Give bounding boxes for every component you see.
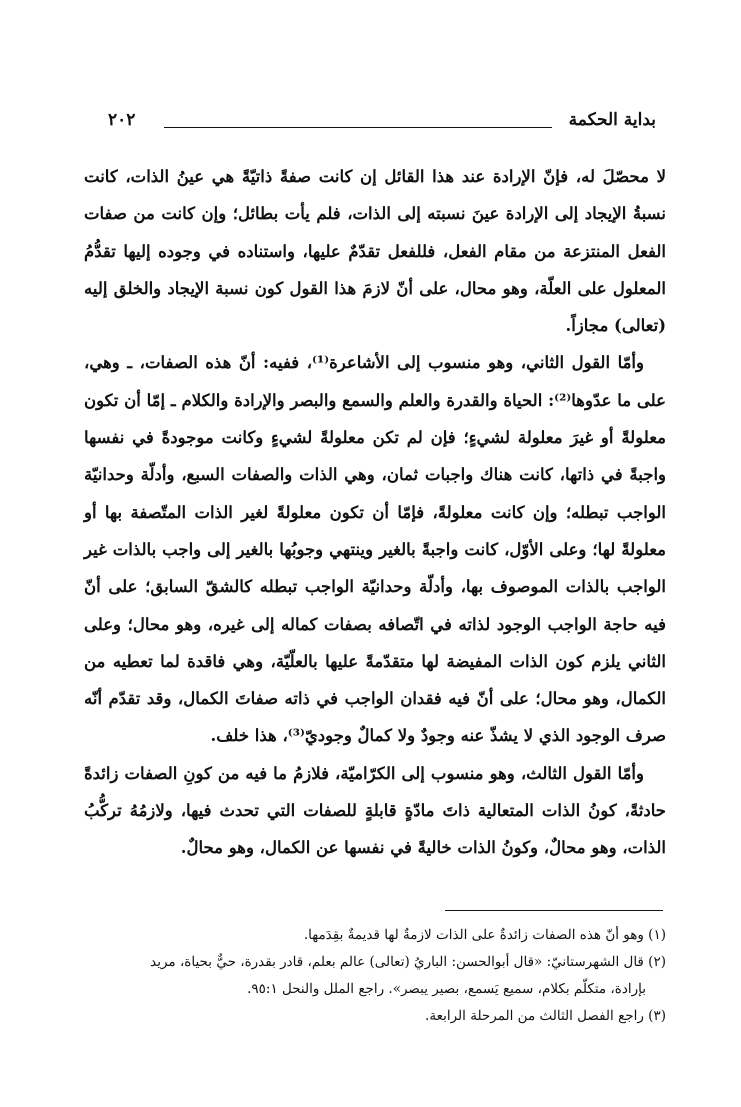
- footnote-separator: [445, 910, 663, 911]
- body-paragraph-1: لا محصّلَ له، فإنّ الإرادة عند هذا القائل إن كانت صفةً ذاتيّةً هي عينُ الذات، كانت نسبةُ الإيجاد إلى الإرادة عينَ نسبته إلى الذات، فلم يأت بطائل؛ وإن كانت من صفات الفعل المنتزعة من مقام الفعل، فللفعل تقدّمٌ عليها، واستناده في وجوده إليها تقدُّمُ المعلول على العلّة، وهو محال، على أنّ لازمَ هذا القول كون نسبة الإيجاد والخلق إليه (تعالى) مجازاً.: [84, 167, 666, 336]
- body-text: [84, 158, 666, 867]
- running-header: [108, 108, 656, 134]
- footnote-2: (٢) قال الشهرستانيّ: «قال أبوالحسن: الباريُ (تعالى) عالم بعلم، قادر بقدرة، حيٌّ بحياة، مريد: [150, 954, 666, 970]
- running-title: بداية الحكمة: [568, 110, 656, 130]
- footnotes: [84, 922, 666, 1030]
- body-paragraph-3: وأمّا القول الثالث، وهو منسوب إلى الكرّاميّة، فلازمُ ما فيه من كونِ الصفات زائدةً حادثةً، كونُ الذات المتعالية ذاتَ مادّةٍ قابلةٍ للصفات التي تحدث فيها، ولازمُهُ تركُّبُ الذات، وهو محالٌ، وكونُ الذات خاليةً في نفسها عن الكمال، وهو محالٌ.: [84, 763, 666, 858]
- footnote-2-continued: بإرادة، متكلّم بكلام، سميع يَسمع، بصير يبصر». راجع الملل والنحل ٩٥:١.: [247, 981, 646, 997]
- footnote-3: (٣) راجع الفصل الثالث من المرحلة الرابعة.: [425, 1008, 666, 1024]
- body-paragraph-2: وأمّا القول الثاني، وهو منسوب إلى الأشاعرة⁽¹⁾، ففيه: أنّ هذه الصفات، ـ وهي، على ما عدّوها⁽²⁾: الحياة والقدرة والعلم والسمع والبصر والإرادة والكلام ـ إمّا أن تكون معلولةً أو غيرَ معلولة لشيءٍ؛ فإن لم تكن معلولةً لشيءٍ وكانت موجودةً في نفسها واجبةً في ذاتها، كانت هناك واجبات ثمان، وهي الذات والصفات السبع، وأدلّة وحدانيّة الواجب تبطله؛ وإن كانت معلولةً، فإمّا أن تكون معلولةً لغير الذات المتّصفة بها أو معلولةً لها؛ وعلى الأوّل، كانت واجبةً بالغير وينتهي وجوبُها بالغير إلى واجب بالذات غير الواجب بالذات الموصوف بها، وأدلّة وحدانيّة الواجب تبطله كالشقّ السابق؛ على أنّ فيه حاجة الواجب الوجود لذاته في اتّصافه بصفات كماله إلى غيره، وهو محال؛ وعلى الثاني يلزم كون الذات المفيضة لها متقدّمةً عليها بالعلّيّة، وهي فاقدة لما تعطيه من الكمال، وهو محال؛ على أنّ فيه فقدان الواجب في ذاته صفاتَ الكمال، وقد تقدّم أنّه صرف الوجود الذي لا يشذّ عنه وجودٌ ولا كمالٌ وجوديّ⁽³⁾، هذا خلف.: [84, 353, 666, 746]
- page-number: ٢٠٢: [108, 110, 136, 130]
- header-rule: [164, 127, 552, 128]
- footnote-1: (١) وهو أنّ هذه الصفات زائدةٌ على الذات لازمةٌ لها قديمةٌ بقِدَمها.: [303, 927, 666, 943]
